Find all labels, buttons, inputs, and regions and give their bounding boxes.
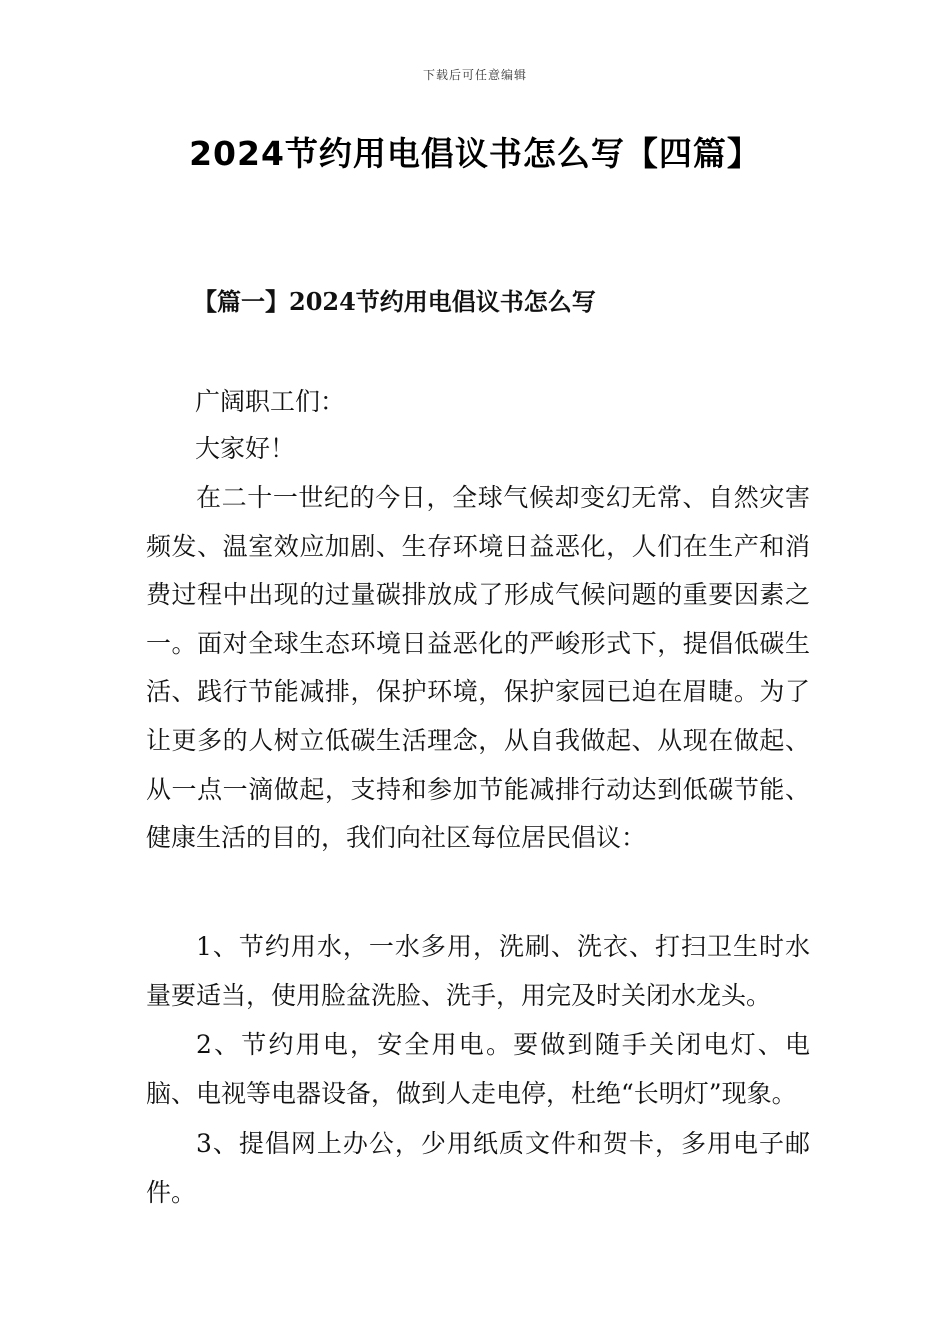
header-note: 下载后可任意编辑 bbox=[422, 68, 527, 82]
section-heading: 【篇一】2024节约用电倡议书怎么写 bbox=[193, 287, 596, 316]
greeting: 大家好！ bbox=[195, 434, 296, 463]
paragraph-item-3: 3、提倡网上办公，少用纸质文件和贺卡，多用电子邮件。 bbox=[146, 1129, 810, 1207]
salutation: 广阔职工们： bbox=[195, 387, 346, 416]
document-title: 2024节约用电倡议书怎么写【四篇】 bbox=[189, 134, 761, 173]
paragraph-intro: 在二十一世纪的今日，全球气候却变幻无常、自然灾害频发、温室效应加剧、生存环境日益恶化，人们在生产和消费过程中出现的过量碳排放成了形成气候问题的重要因素之一。面对全球生态环境日益恶化的严峻形式下，提倡低碳生活、践行节能减排，保护环境，保护家园已迫在眉睫。为了让更多的人树立低碳生活理念，从自我做起、从现在做起、从一点一滴做起，支持和参加节能减排行动达到低碳节能、健康生活的目的，我们向社区每位居民倡议： bbox=[146, 483, 810, 853]
paragraph-item-1: 1、节约用水，一水多用，洗刷、洗衣、打扫卫生时水量要适当，使用脸盆洗脸、洗手，用完及时关闭水龙头。 bbox=[146, 932, 810, 1010]
paragraph-item-2: 2、节约用电，安全用电。要做到随手关闭电灯、电脑、电视等电器设备，做到人走电停，杜绝“长明灯”现象。 bbox=[146, 1030, 810, 1108]
